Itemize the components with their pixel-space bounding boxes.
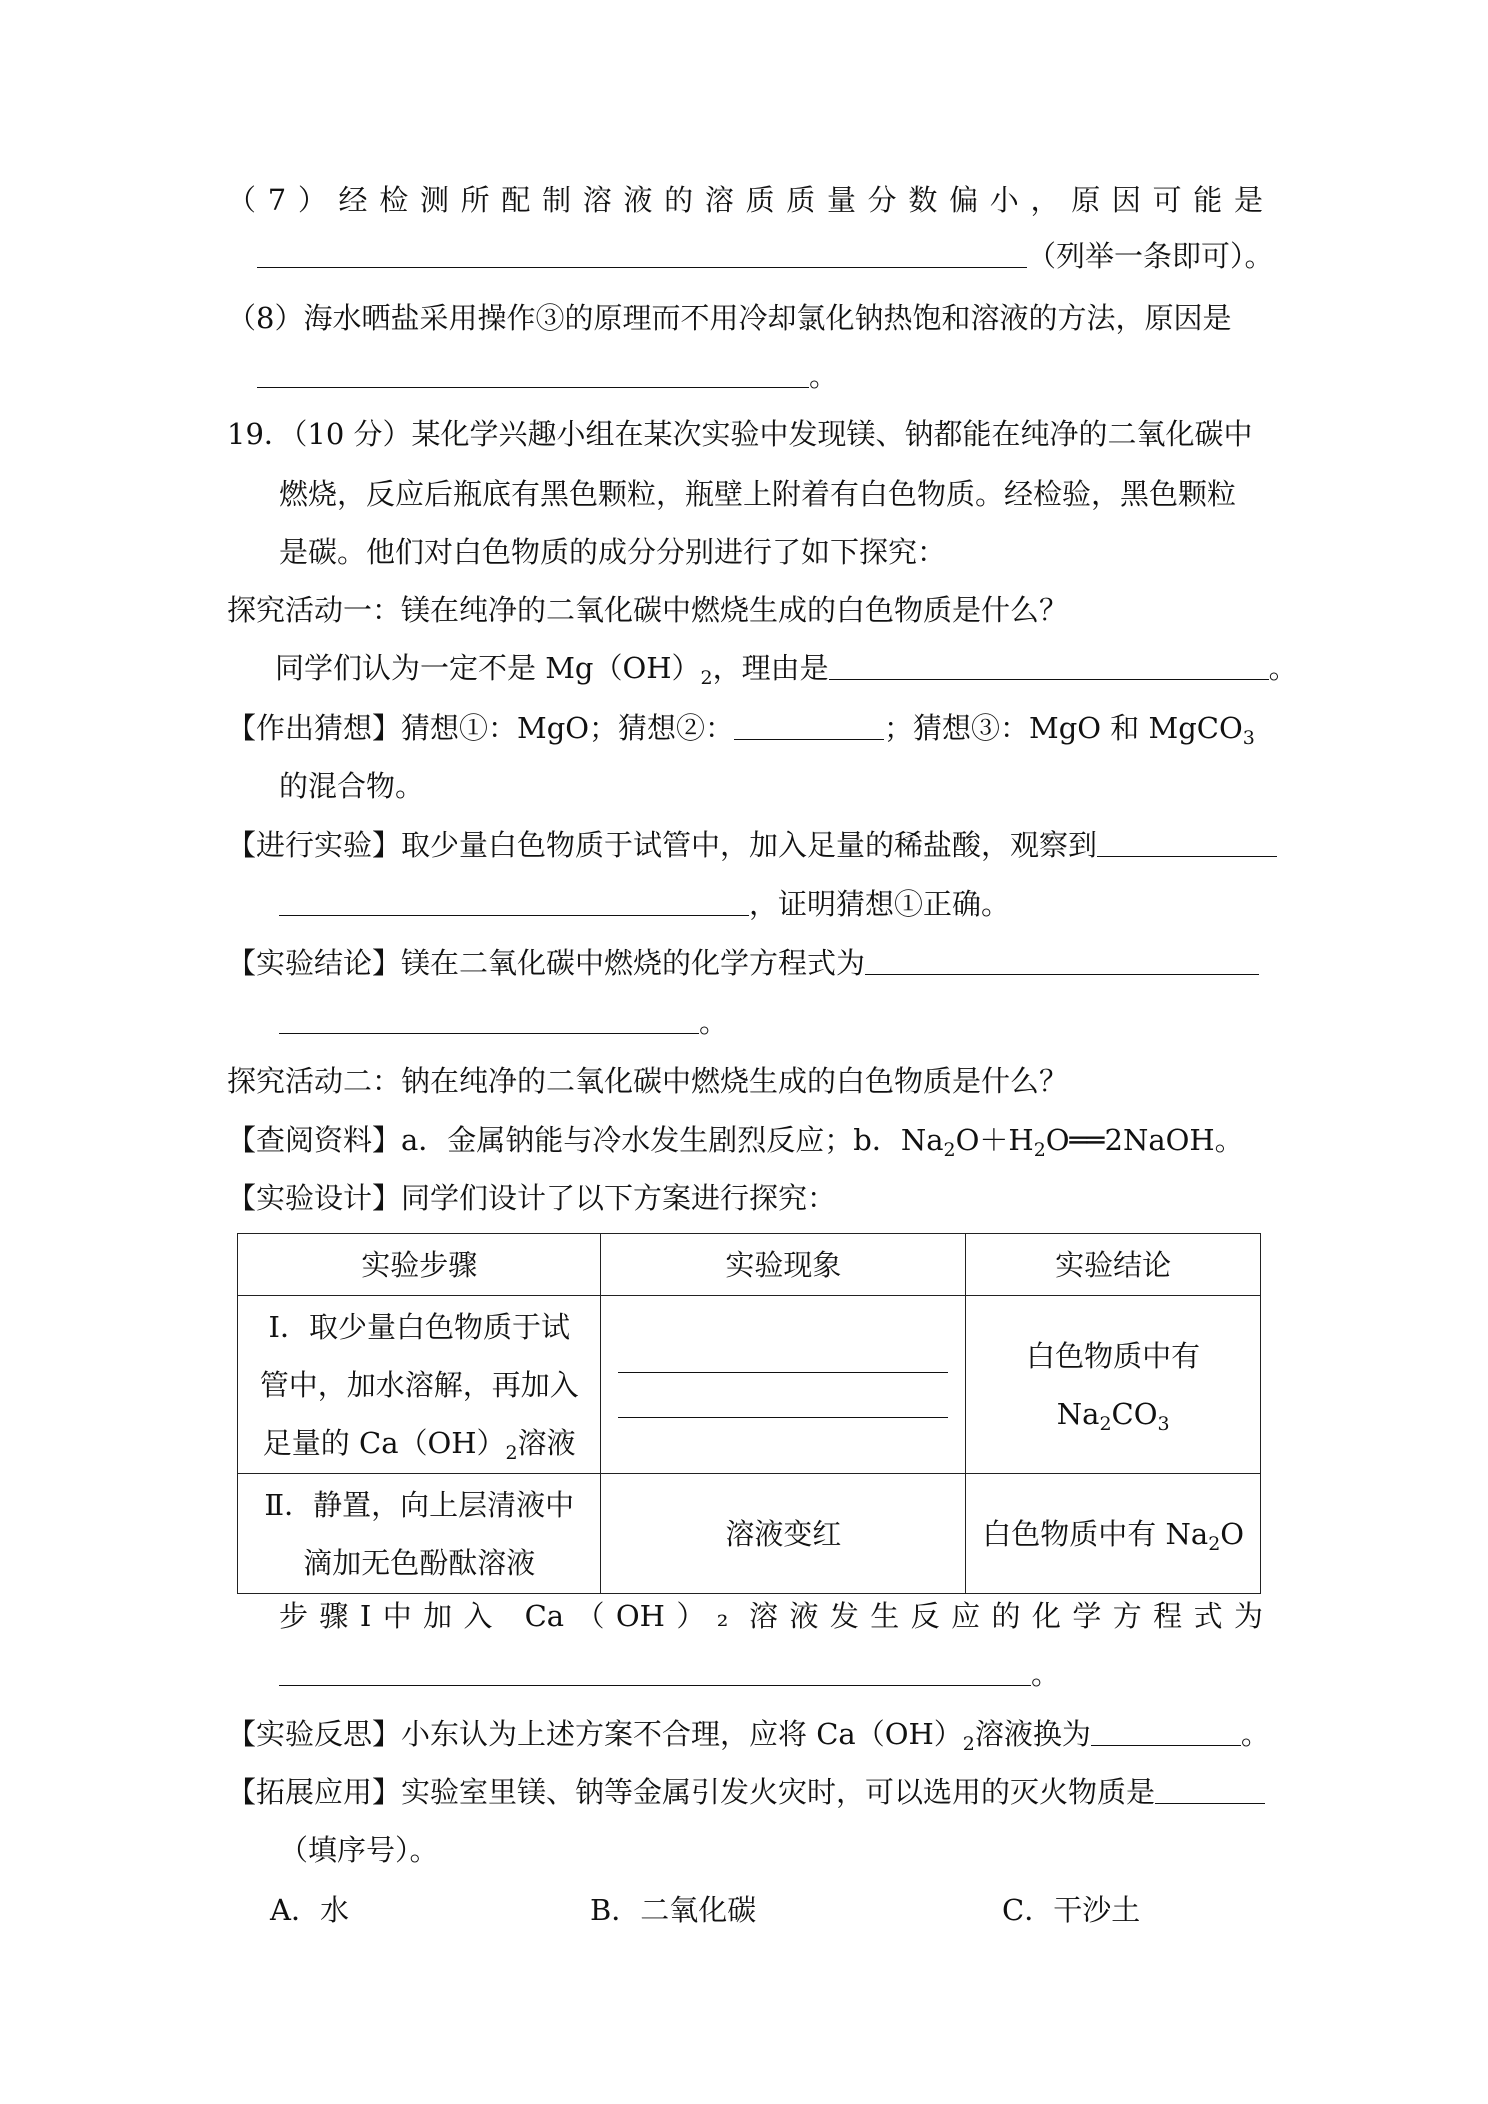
table-row — [238, 1296, 1261, 1474]
step-1-cell: Ⅰ．取少量白色物质于试 管中，加水溶解，再加入 足量的 $Ca(OH)_2$溶液 — [238, 1296, 601, 1474]
replacement-blank[interactable] — [1091, 1715, 1241, 1746]
q19-line3: 是碳。他们对白色物质的成分分别进行了如下探究： — [279, 535, 947, 569]
q7-line2 — [257, 236, 1274, 276]
header-phenomena: 实验现象 — [601, 1234, 966, 1296]
extinguisher-blank[interactable] — [1155, 1773, 1265, 1804]
act1-conclusion-line2: 。 — [279, 1002, 728, 1042]
guess2-blank[interactable] — [734, 709, 884, 740]
phenomenon-1-cell — [601, 1296, 966, 1474]
phenomenon-blank-1[interactable] — [618, 1328, 948, 1373]
act1-experiment: 【进行实验】取少量白色物质于试管中，加入足量的稀盐酸，观察到 — [227, 825, 1277, 865]
q7-answer-blank[interactable] — [257, 237, 1027, 268]
act1-guess: 【作出猜想】猜想①：MgO；猜想②： ；猜想③：MgO 和 MgCO$_3$ — [227, 711, 1255, 749]
header-steps: 实验步骤 — [238, 1234, 601, 1296]
q8-tail: 。 — [809, 359, 839, 393]
header-conclusion: 实验结论 — [966, 1234, 1261, 1296]
extension: 【拓展应用】实验室里镁、钠等金属引发火灾时，可以选用的灭火物质是 — [227, 1772, 1265, 1812]
act2-info: 【查阅资料】a．金属钠能与冷水发生剧烈反应；b．$Na_2O+H_2O══2NaOH$。 — [227, 1123, 1244, 1161]
experiment-table — [237, 1233, 1261, 1594]
equation-blank-1[interactable] — [865, 944, 1259, 975]
act2-design: 【实验设计】同学们设计了以下方案进行探究： — [227, 1181, 837, 1215]
table-row — [238, 1474, 1261, 1594]
act1-title: 探究活动一：镁在纯净的二氧化碳中燃烧生成的白色物质是什么？ — [227, 593, 1069, 627]
act1-guess-line2: 的混合物。 — [279, 769, 425, 803]
option-b: B．二氧化碳 — [590, 1893, 757, 1927]
phenomenon-2-cell: 溶液变红 — [601, 1474, 966, 1594]
act2-title: 探究活动二：钠在纯净的二氧化碳中燃烧生成的白色物质是什么？ — [227, 1064, 1069, 1098]
observation-blank-1[interactable] — [1097, 826, 1277, 857]
option-a: A．水 — [270, 1893, 349, 1927]
q7-tail: （列举一条即可）。 — [1027, 239, 1274, 273]
step-equation-prompt: 步骤Ⅰ中加入 Ca（OH）₂ 溶液发生反应的化学方程式为 — [279, 1599, 1263, 1633]
q8-answer-blank[interactable] — [257, 357, 809, 388]
q8-line1: （8）海水晒盐采用操作③的原理而不用冷却氯化钠热饱和溶液的方法，原因是 — [227, 301, 1232, 335]
act1-experiment-line2: ，证明猜想①正确。 — [279, 884, 1010, 924]
act1-reason: 同学们认为一定不是 $Mg(OH)_2$，理由是 。 — [275, 651, 1298, 689]
step-equation-line2: 。 — [279, 1654, 1060, 1694]
q8-line2 — [257, 356, 838, 396]
step-equation-blank[interactable] — [279, 1655, 1031, 1686]
table-header-row — [238, 1234, 1261, 1296]
option-c: C．干沙土 — [1002, 1893, 1141, 1927]
step-2-cell: Ⅱ．静置，向上层清液中 滴加无色酚酞溶液 — [238, 1474, 601, 1594]
q7-line1: （7）经检测所配制溶液的溶质质量分数偏小，原因可能是 — [227, 183, 1263, 217]
act1-conclusion: 【实验结论】镁在二氧化碳中燃烧的化学方程式为 — [227, 943, 1259, 983]
conclusion-1-cell: 白色物质中有 $Na_2CO_3$ — [966, 1296, 1261, 1474]
reason-blank[interactable] — [829, 649, 1269, 680]
observation-blank-2[interactable] — [279, 885, 749, 916]
extension-line2: （填序号）。 — [279, 1833, 439, 1867]
q19-line2: 燃烧，反应后瓶底有黑色颗粒，瓶壁上附着有白色物质。经检验，黑色颗粒 — [279, 477, 1237, 511]
conclusion-2-cell: 白色物质中有 $Na_2O$ — [966, 1474, 1261, 1594]
q19-line1: 19．（10 分）某化学兴趣小组在某次实验中发现镁、钠都能在纯净的二氧化碳中 — [227, 417, 1253, 451]
reflection: 【实验反思】小东认为上述方案不合理，应将 $Ca(OH)_2$溶液换为 。 — [227, 1717, 1270, 1755]
equation-blank-2[interactable] — [279, 1003, 699, 1034]
phenomenon-blank-2[interactable] — [618, 1373, 948, 1418]
